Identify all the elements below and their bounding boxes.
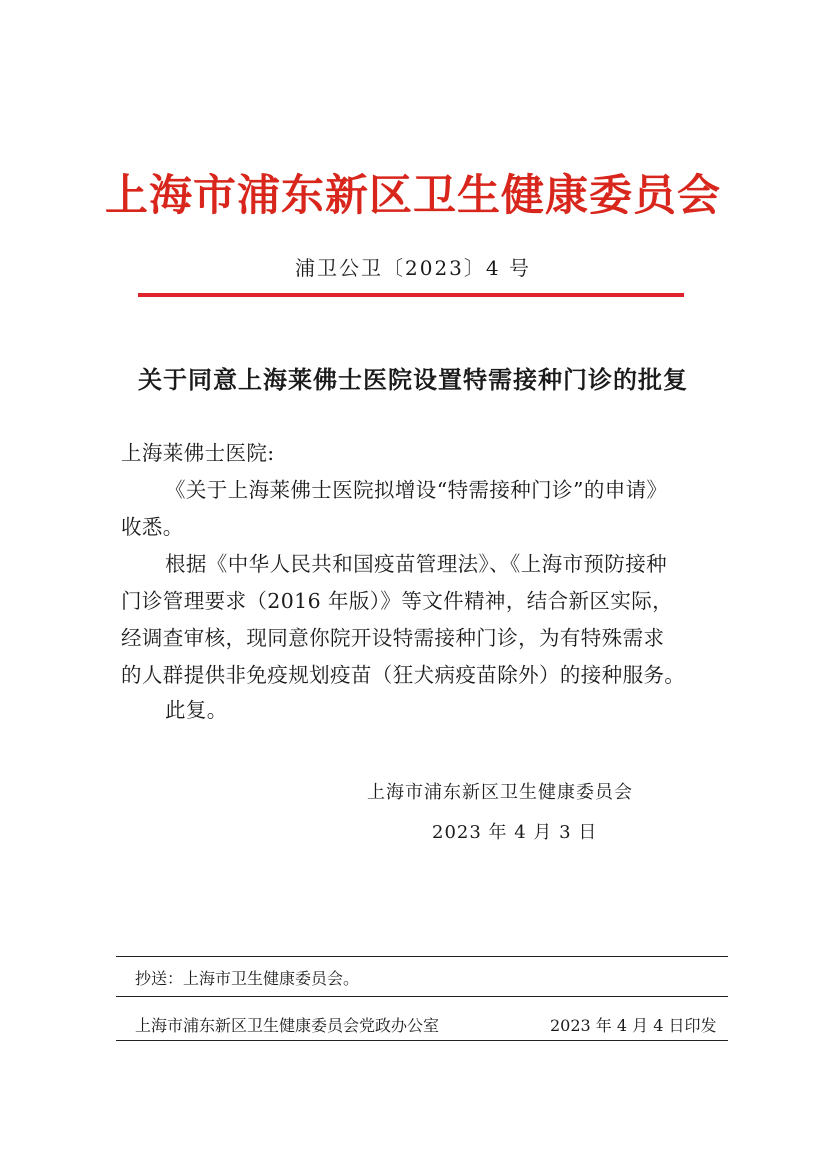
issuer-office: 上海市浦东新区卫生健康委员会党政办公室 — [135, 1016, 440, 1035]
signature-org: 上海市浦东新区卫生健康委员会 — [367, 782, 633, 803]
body-line-3: 根据《中华人民共和国疫苗管理法》、《上海市预防接种 — [165, 552, 667, 576]
body-line-7: 此复。 — [165, 698, 228, 722]
footer-rule-bottom — [116, 1040, 728, 1041]
org-header: 上海市浦东新区卫生健康委员会 — [105, 171, 721, 221]
body-line-2: 收悉。 — [121, 515, 184, 539]
footer-rule-middle — [116, 996, 728, 997]
signature-date: 2023 年 4 月 3 日 — [432, 822, 598, 843]
body-line-5: 经调查审核，现同意你院开设特需接种门诊，为有特殊需求 — [121, 626, 665, 650]
print-date: 2023 年 4 月 4 日印发 — [550, 1016, 717, 1035]
footer-rule-top — [116, 956, 728, 957]
document-number: 浦卫公卫〔2023〕4 号 — [295, 256, 531, 280]
body-line-6: 的人群提供非免疫规划疫苗（狂犬病疫苗除外）的接种服务。 — [121, 663, 686, 687]
cc-line: 抄送：上海市卫生健康委员会。 — [135, 969, 360, 988]
red-divider — [138, 293, 684, 297]
document-title: 关于同意上海莱佛士医院设置特需接种门诊的批复 — [138, 366, 688, 394]
body-line-1: 《关于上海莱佛士医院拟增设“特需接种门诊”的申请》 — [165, 478, 668, 502]
salutation: 上海莱佛士医院: — [121, 441, 275, 465]
body-line-4: 门诊管理要求（2016 年版）》等文件精神，结合新区实际， — [121, 589, 674, 613]
